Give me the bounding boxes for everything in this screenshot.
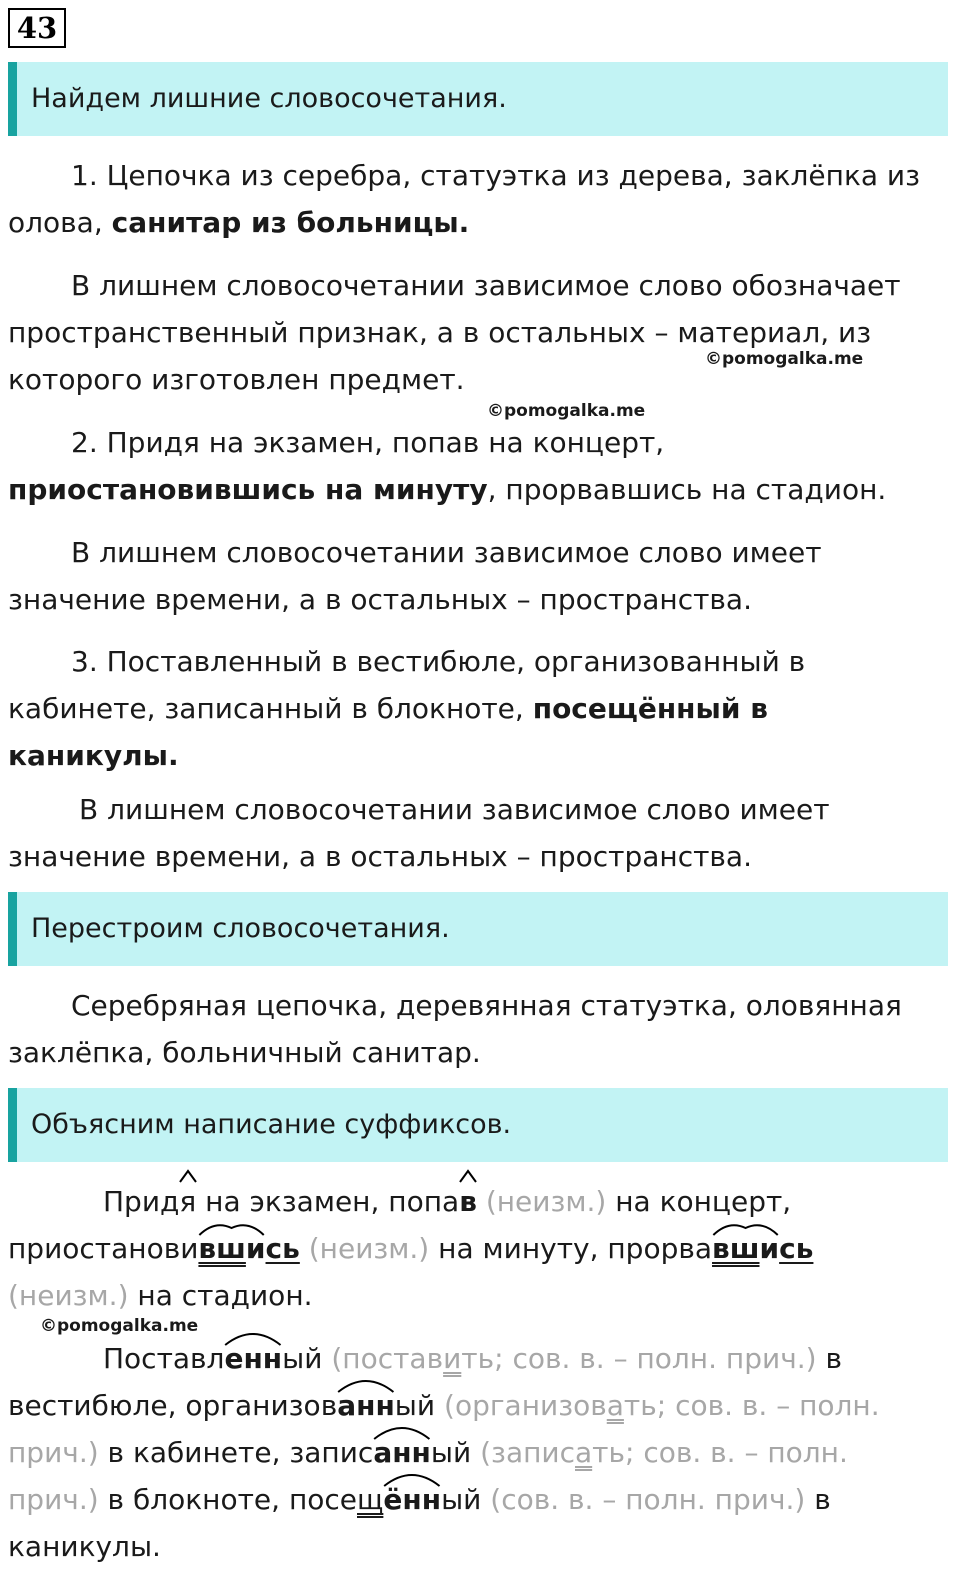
section-heading-suffixes: Объясним написание суффиксов. [8, 1088, 948, 1162]
suffix-ann: анн [373, 1429, 431, 1476]
note-continuation: прич.) [8, 1436, 99, 1469]
ending: ый [441, 1483, 482, 1516]
exercise-number: 43 [8, 8, 66, 48]
text: на концерт, [606, 1185, 792, 1218]
item-3-line-2 [8, 685, 953, 732]
note-infinitive: (записать; сов. в. – полн. [480, 1436, 848, 1469]
suffix-mark-icon [458, 1169, 478, 1183]
text: в кабинете, запис [98, 1436, 374, 1469]
suffix-mark-icon [224, 1329, 282, 1347]
text: вестибюле, организов [8, 1389, 338, 1422]
postfix-s: сь [265, 1232, 300, 1265]
suffix-yonn: ённ [383, 1476, 441, 1523]
item-1-explanation-line-1: В лишнем словосочетании зависимое слово обозначает [71, 269, 901, 302]
suffix-mark-icon [198, 1219, 265, 1237]
item-2-explanation-line-2: значение времени, а в остальных – пространства. [8, 583, 752, 616]
suffix-mark-icon [712, 1219, 779, 1237]
text: в блокноте, посе [98, 1483, 357, 1516]
note-infinitive: (организовать; сов. в. – полн. [444, 1389, 880, 1422]
suffix-v: в [459, 1178, 477, 1225]
suffix-vshi: вши [712, 1225, 779, 1272]
note-unchangeable: (неизм.) [485, 1185, 607, 1218]
note-participle: (сов. в. – полн. прич.) [490, 1483, 806, 1516]
note-infinitive: (поставить; сов. в. – полн. прич.) [331, 1342, 817, 1375]
ending: ый [394, 1389, 436, 1422]
text: на минуту, прорва [429, 1232, 713, 1265]
suffix-para-2-line-4 [8, 1476, 953, 1523]
suffix-vshi: вши [198, 1225, 265, 1272]
text: на стадион. [128, 1279, 313, 1312]
suffix-para-1-line-1 [8, 1178, 960, 1225]
item-3-line-1: 3. Поставленный в вестибюле, организованный в [71, 645, 806, 678]
rebuilt-line-2: заклёпка, больничный санитар. [8, 1036, 481, 1069]
item-3-explanation-line-1: В лишнем словосочетании зависимое слово имеет [79, 793, 830, 826]
watermark: ©pomogalka.me [40, 1316, 199, 1336]
item-1-line-1: 1. Цепочка из серебра, статуэтка из дерева, заклёпка из [71, 159, 921, 192]
suffix-ann: анн [337, 1382, 395, 1429]
item-3-explanation-line-2: значение времени, а в остальных – пространства. [8, 840, 752, 873]
suffix-para-1-line-2 [8, 1225, 953, 1272]
suffix-mark-icon [373, 1423, 431, 1441]
word-stem: Поставл [103, 1342, 225, 1375]
item-2-end: , прорвавшись на стадион. [487, 473, 887, 506]
item-3-line-3 [8, 732, 953, 779]
rebuilt-line-1: Серебряная цепочка, деревянная статуэтка, оловянная [71, 989, 902, 1022]
watermark: ©pomogalka.me [487, 401, 646, 421]
text: на экзамен, попа [196, 1185, 460, 1218]
item-2-explanation-line-1: В лишнем словосочетании зависимое слово имеет [71, 536, 822, 569]
ending: ый [282, 1342, 323, 1375]
item-2-extra-phrase: приостановившись на минуту [8, 473, 488, 506]
item-2-line-1: 2. Придя на экзамен, попав на концерт, [71, 426, 665, 459]
consonant-shch: щ [357, 1483, 384, 1516]
item-3-plain: кабинете, записанный в блокноте, [8, 692, 533, 725]
note-unchangeable: (неизм.) [8, 1279, 129, 1312]
item-1-explanation-line-3: которого изготовлен предмет. [8, 363, 465, 396]
word-pridya: Прид я [103, 1185, 196, 1218]
word-stem: приостанови [8, 1232, 199, 1265]
ending: ый [430, 1436, 472, 1469]
suffix-mark-icon [178, 1169, 198, 1183]
suffix-para-2-line-5: каникулы. [8, 1530, 161, 1563]
item-1-extra-phrase: санитар из больницы. [111, 206, 470, 239]
suffix-mark-icon [383, 1470, 441, 1488]
text: в [816, 1342, 842, 1375]
suffix-para-2-line-1 [8, 1335, 960, 1382]
item-1-explanation-line-2: пространственный признак, а в остальных – материал, из [8, 316, 872, 349]
suffix-para-1-line-3 [8, 1272, 953, 1319]
suffix-mark-icon [337, 1376, 395, 1394]
item-2-line-2 [8, 466, 953, 513]
item-3-extra-phrase-part-2: каникулы. [8, 739, 179, 772]
section-heading-rebuild: Перестроим словосочетания. [8, 892, 948, 966]
note-unchangeable: (неизм.) [308, 1232, 430, 1265]
suffix-enn: енн [224, 1335, 282, 1382]
suffix-ya: я [179, 1178, 196, 1225]
note-continuation: прич.) [8, 1483, 99, 1516]
item-1-line-2 [8, 199, 953, 246]
item-1-plain: олова, [8, 206, 112, 239]
section-heading-extra-phrases: Найдем лишние словосочетания. [8, 62, 948, 136]
text: в [805, 1483, 831, 1516]
suffix-para-2-line-2 [8, 1382, 953, 1429]
watermark: ©pomogalka.me [705, 349, 864, 369]
item-3-extra-phrase-part-1: посещённый в [532, 692, 768, 725]
suffix-para-2-line-3 [8, 1429, 953, 1476]
postfix-s: сь [779, 1232, 814, 1265]
